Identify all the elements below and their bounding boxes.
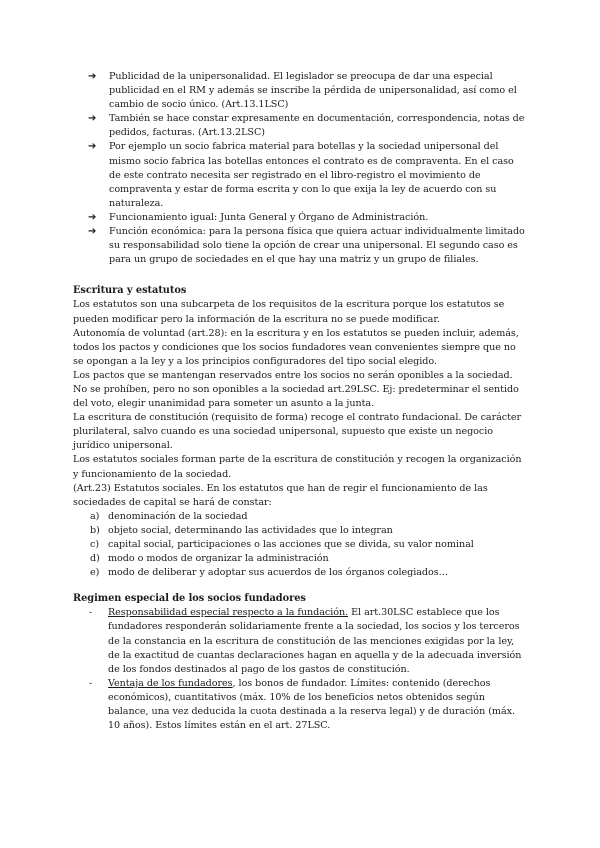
arrow-bullet-icon: ➔ bbox=[88, 226, 97, 238]
arrow-bullet-icon: ➔ bbox=[88, 113, 97, 125]
list-item: c) capital social, participaciones o las acciones que se divida, su valor nominal bbox=[90, 539, 474, 550]
list-item: ➔ También se hace constar expresamente en documentación, correspondencia, notas de pedidos, facturas. (Art.13.2LSC) bbox=[88, 113, 525, 139]
paragraph: No se prohíben, pero no son oponibles a la sociedad art.29LSC. Ej: predeterminar el sentido del voto, elegir unanimidad para someter un asunto a la junta. bbox=[73, 383, 519, 410]
estatutos-list bbox=[73, 510, 528, 580]
arrow-bullet-icon: ➔ bbox=[88, 211, 97, 223]
list-item: e) modo de deliberar y adoptar sus acuerdos de los órganos colegiados… bbox=[90, 567, 449, 579]
list-item: ➔ Por ejemplo un socio fabrica material para botellas y la sociedad unipersonal del mismo socio fabrica las botellas entonces el contrato es de compraventa. En el caso de este contrato necesita ser registrado en el libro-registro el movimiento de compraventa y estar de forma escrita y con lo que exija la ley de acuerdo con su naturaleza. bbox=[88, 141, 514, 209]
paragraph: Los estatutos sociales forman parte de la escritura de constitución y recogen la organización y funcionamiento de la sociedad. bbox=[73, 454, 522, 480]
paragraph: Autonomía de voluntad (art.28): en la escritura y en los estatutos se pueden incluir, además, todos los pactos y condiciones que los socios fundadores vean convenientes siempre que no se opongan a la ley y a los principios configuradores del tipo social elegido. bbox=[73, 327, 519, 367]
list-item: b) objeto social, determinando las actividades que lo integran bbox=[90, 524, 393, 536]
fundadores-list bbox=[73, 606, 528, 733]
list-item: ➔ Funcionamiento igual: Junta General y Órgano de Administración. bbox=[73, 211, 528, 225]
list-item: - Ventaja de los fundadores, los bonos de fundador. Límites: contenido (derechos económicos), cuantitativos (máx. 10% de los beneficios netos obtenidos según balance, una vez deducida la cuota destinada a la reserva legal) y de duración (máx. 10 años). Estos límites están en el art. 27LSC. bbox=[89, 677, 516, 732]
section-heading-escritura: Escritura y estatutos bbox=[73, 285, 187, 297]
arrow-bullet-icon: ➔ bbox=[88, 141, 97, 153]
section-heading-regimen: Regimen especial de los socios fundadores bbox=[73, 593, 306, 605]
list-item: a) denominación de la sociedad bbox=[90, 510, 248, 522]
list-item: - Responsabilidad especial respecto a la fundación. El art.30LSC establece que los fundadores responderán solidariamente frente a la sociedad, los socios y los terceros de la constancia en la escritura de constitución de las menciones exigidas por la ley, de la exactitud de cuantas declaraciones hagan en aquella y de la adecuada inversión de los fondos destinados al pago de los gastos de constitución. bbox=[89, 607, 522, 675]
list-item: d) modo o modos de organizar la administración bbox=[90, 553, 329, 565]
arrow-bullet-icon: ➔ bbox=[88, 71, 97, 82]
paragraph: Los pactos que se mantengan reservados entre los socios no serán oponibles a la sociedad. bbox=[73, 369, 513, 381]
list-item: ➔ Publicidad de la unipersonalidad. El legislador se preocupa de dar una especial publicidad en el RM y además se inscribe la pérdida de unipersonalidad, así como el cambio de socio único. (Art.13.1LSC) bbox=[88, 71, 517, 111]
list-item: ➔ Función económica: para la persona física que quiera actuar individualmente limitado su responsabilidad solo tiene la opción de crear una unipersonal. El segundo caso es para un grupo de sociedades en el que hay una matriz y un grupo de filiales. bbox=[88, 226, 525, 266]
paragraph: (Art.23) Estatutos sociales. En los estatutos que han de regir el funcionamiento de las sociedades de capital se hará de constar: bbox=[73, 482, 488, 508]
paragraph: Los estatutos son una subcarpeta de los requisitos de la escritura porque los estatutos se pueden modificar pero la información de la escritura no se puede modificar. bbox=[73, 299, 505, 325]
arrow-bullet-list bbox=[73, 70, 528, 267]
paragraph: La escritura de constitución (requisito de forma) recoge el contrato fundacional. De carácter plurilateral, salvo cuando es una sociedad unipersonal, supuesto que existe un negocio jurídico unipersonal. bbox=[73, 412, 522, 452]
